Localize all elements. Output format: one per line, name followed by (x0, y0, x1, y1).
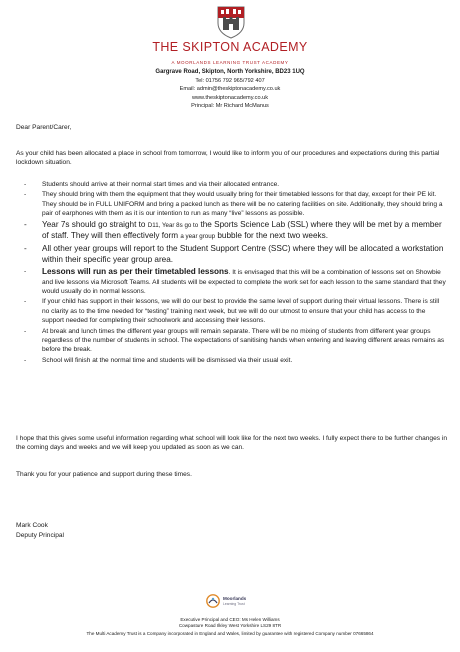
footer-address: Cowpasture Road Ilkley West Yorkshire LS29 8TR (178, 623, 282, 628)
footer-legal: The Multi Academy Trust is a Company incorporated in England and Wales, limited by guarantee with registered Company number 07665864 (86, 631, 374, 636)
academy-crest-icon (215, 5, 247, 39)
school-telephone: Tel: 01756 792 965/792 407 (195, 77, 265, 84)
list-item: - Year 7s should go straight to D11, Year 8s go to the Sports Science Lab (SSL) where they will be met by a member of staff. They will then effectively form a year group bubble for the next two weeks. (16, 220, 448, 244)
moorlands-logo (206, 594, 258, 610)
intro-paragraph: As your child has been allocated a place in school from tomorrow, I would like to inform you of our procedures and expectations during this partial lockdown situation. (16, 150, 440, 167)
signatory-name: Mark Cook (16, 522, 48, 529)
signatory-title: Deputy Principal (16, 532, 65, 539)
trust-line: A MOORLANDS LEARNING TRUST ACADEMY (171, 60, 289, 65)
list-item: - They should bring with them the equipment that they would usually bring for their timetabled lessons for that day, except for their PE kit. They should be in FULL UNIFORM and bring a packed lunch as there will be no catering facilities on site. Additionally, they should bring a pair of earphones with them as it is our intention to run as many “live” lessons as possible. (16, 190, 448, 218)
list-item: - School will finish at the normal time and students will be dismissed via their usual exit. (16, 356, 448, 365)
school-email: Email: admin@theskiptonacademy.co.uk (179, 86, 281, 93)
salutation: Dear Parent/Carer, (16, 124, 72, 131)
list-item: - If your child has support in their lessons, we will do our best to provide the same level of support during their virtual lessons. There is still no clarity as to the time needed for “testing” training next week, but we will do our utmost to ensure that your child has access to the support needed for completing their schoolwork and accessing their lessons. (16, 297, 448, 325)
list-item: - Lessons will run as per their timetabled lessons. It is envisaged that this will be a combination of lessons set on Showbie and live lessons via Microsoft Teams. All students will be expected to complete the work set for each lesson to the same standard that they would usually do in normal lessons. (16, 267, 448, 297)
logo-subtitle: Learning Trust (223, 602, 245, 606)
school-name: THE SKIPTON ACADEMY (152, 40, 308, 54)
school-address: Gargrave Road, Skipton, North Yorkshire, BD23 1UQ (155, 69, 305, 75)
school-website: www.theskiptonacademy.co.uk (191, 94, 269, 101)
list-item: - Students should arrive at their normal start times and via their allocated entrance. (16, 180, 448, 189)
school-principal: Principal: Mr Richard McManus (191, 103, 269, 110)
procedures-list (16, 180, 448, 366)
thanks-line: Thank you for your patience and support during these times. (16, 471, 192, 478)
list-item: - At break and lunch times the different year groups will remain separate. There will be no mixing of students from different year groups regardless of the number of students in school. The expectations of sanitising hands when entering and leaving different areas remains as before the break. (16, 327, 448, 355)
closing-paragraph: I hope that this gives some useful information regarding what school will look like for the next two weeks. I fully expect there to be further changes in the coming days and weeks and we will keep you updated as soon as we can. (16, 435, 448, 452)
contact-block (0, 68, 460, 111)
list-item: - All other year groups will report to the Student Support Centre (SSC) where they will be allocated a workstation within their specific year group area. (16, 244, 448, 266)
logo-name: Moorlands (223, 596, 247, 601)
moorlands-logo-icon (206, 594, 220, 608)
footer-ceo: Executive Principal and CEO: Ms Helen Williams (180, 617, 280, 622)
